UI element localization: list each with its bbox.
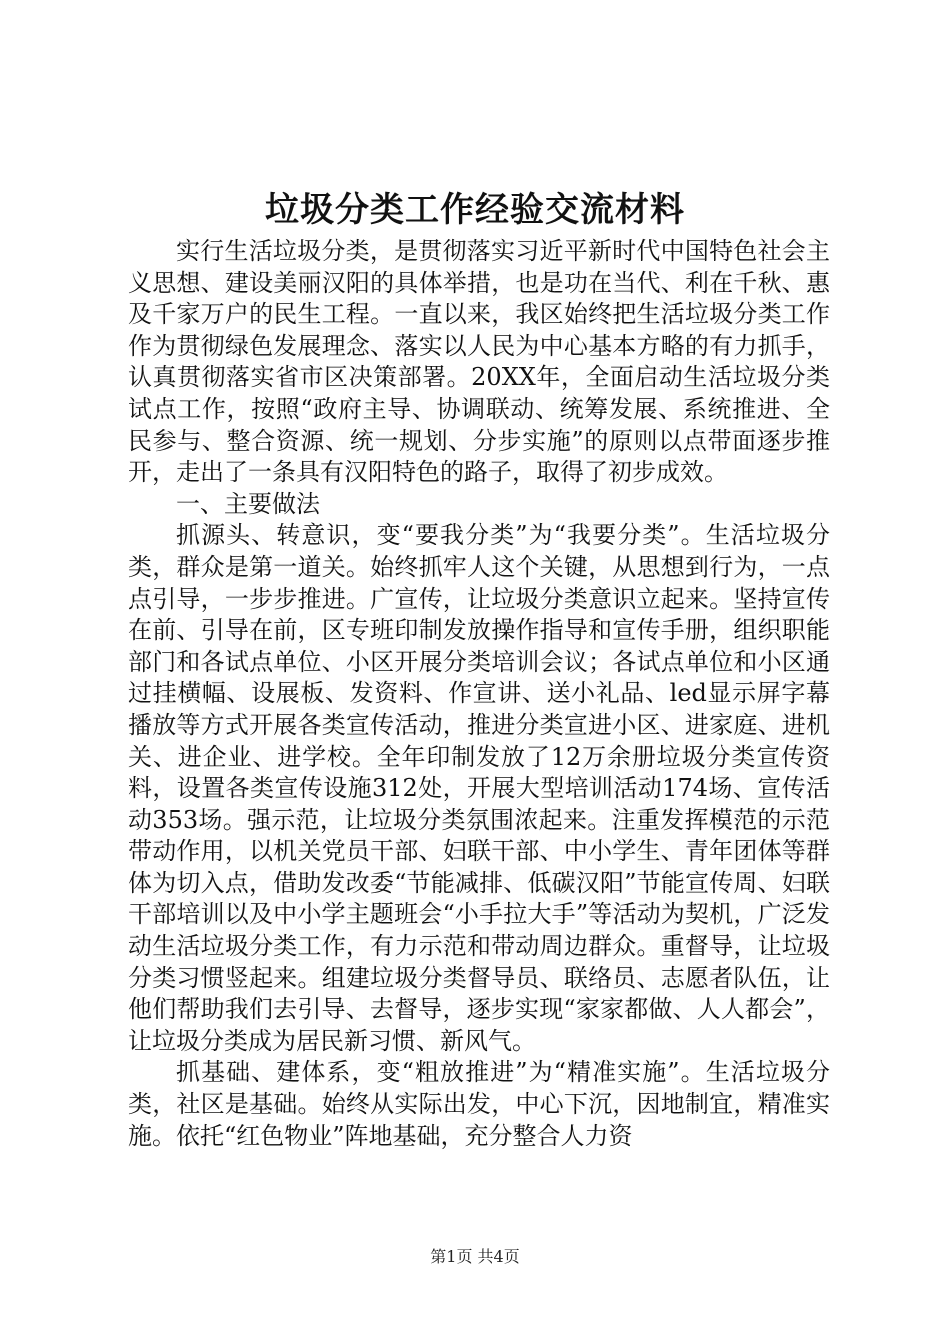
body-paragraph-1: 抓源头、转意识，变“要我分类”为“我要分类”。生活垃圾分类，群众是第一道关。始终抓牢人这个关键，从思想到行为，一点点引导，一步步推进。广宣传，让垃圾分类意识立起来。坚持宣传在前、引导在前，区专班印制发放操作指导和宣传手册，组织职能部门和各试点单位、小区开展分类培训会议；各试点单位和小区通过挂横幅、设展板、发资料、作宣讲、送小礼品、led显示屏字幕播放等方式开展各类宣传活动，推进分类宣进小区、进家庭、进机关、进企业、进学校。全年印制发放了12万余册垃圾分类宣传资料，设置各类宣传设施312处，开展大型培训活动174场、宣传活动353场。强示范，让垃圾分类氛围浓起来。注重发挥模范的示范带动作用，以机关党员干部、妇联干部、中小学生、青年团体等群体为切入点，借助发改委“节能减排、低碳汉阳”节能宣传周、妇联干部培训以及中小学主题班会“小手拉大手”等活动为契机，广泛发动生活垃圾分类工作，有力示范和带动周边群众。重督导，让垃圾分类习惯竖起来。组建垃圾分类督导员、联络员、志愿者队伍，让他们帮助我们去引导、去督导，逐步实现“家家都做、人人都会”，让垃圾分类成为居民新习惯、新风气。 (128, 521, 830, 1055)
document-title: 垃圾分类工作经验交流材料 (265, 190, 685, 230)
body-paragraph-2: 抓基础、建体系，变“粗放推进”为“精准实施”。生活垃圾分类，社区是基础。始终从实际出发，中心下沉，因地制宜，精准实施。依托“红色物业”阵地基础，充分整合人力资 (128, 1058, 830, 1150)
intro-paragraph: 实行生活垃圾分类，是贯彻落实习近平新时代中国特色社会主义思想、建设美丽汉阳的具体举措，也是功在当代、利在千秋、惠及千家万户的民生工程。一直以来，我区始终把生活垃圾分类工作作为贯彻绿色发展理念、落实以人民为中心基本方略的有力抓手，认真贯彻落实省市区决策部署。20XX年，全面启动生活垃圾分类试点工作，按照“政府主导、协调联动、统筹发展、系统推进、全民参与、整合资源、统一规划、分步实施”的原则以点带面逐步推开，走出了一条具有汉阳特色的路子，取得了初步成效。 (128, 237, 830, 487)
page-footer: 第1页 共4页 (430, 1247, 520, 1266)
document-body (128, 236, 830, 1152)
section-heading: 一、主要做法 (176, 489, 320, 518)
